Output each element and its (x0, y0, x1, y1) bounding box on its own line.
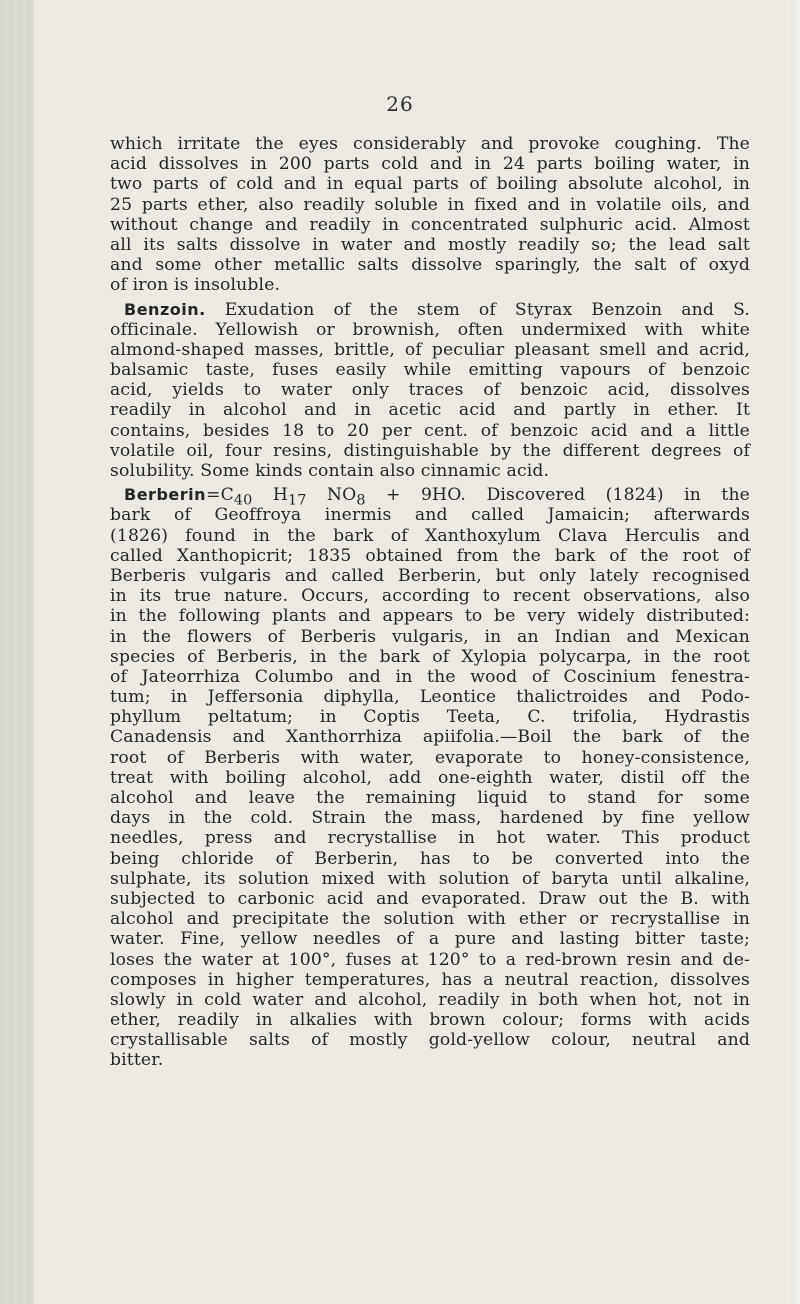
text-line: loses the water at 100°, fuses at 120° to a red-brown resin and de- (110, 949, 750, 970)
text-line: Berberis vulgaris and called Berberin, but only lately recognised (110, 565, 750, 586)
text-line: bitter. (110, 1050, 164, 1071)
text-line: slowly in cold water and alcohol, readily in both when hot, not in (110, 989, 750, 1010)
text-line: ether, readily in alkalies with brown colour; forms with acids (110, 1010, 750, 1031)
text-line: two parts of cold and in equal parts of boiling absolute alcohol, in (110, 174, 750, 195)
text-line: treat with boiling alcohol, add one-eighth water, distil off the (110, 767, 750, 788)
text-line: days in the cold. Strain the mass, hardened by fine yellow (110, 808, 750, 829)
text-line: (1826) found in the bark of Xanthoxylum Clava Herculis and (110, 525, 750, 546)
text-line: in the flowers of Berberis vulgaris, in an Indian and Mexican (110, 626, 750, 647)
text-line: alcohol and precipitate the solution with ether or recrystallise in (110, 909, 750, 930)
entry-heading-berberin: Berberin (124, 485, 207, 505)
text-line: of iron is insoluble. (110, 275, 281, 296)
text-line: in the following plants and appears to be very widely distributed: (110, 606, 750, 627)
entry-first-line (110, 300, 750, 320)
entry-first-line-text: Discovered (1824) in the (466, 485, 750, 506)
text-line: solubility. Some kinds contain also cinnamic acid. (110, 461, 550, 481)
text-line: volatile oil, four resins, distinguishable by the different degrees of (110, 440, 750, 461)
text-line: tum; in Jeffersonia diphylla, Leontice thalictroides and Podo- (110, 687, 750, 708)
page-binding-edge (0, 0, 34, 1304)
text-line: subjected to carbonic acid and evaporated. Draw out the B. with (110, 888, 750, 909)
text-line: in its true nature. Occurs, according to recent observations, also (110, 586, 750, 607)
text-line: phyllum peltatum; in Coptis Teeta, C. trifolia, Hydrastis (110, 707, 750, 728)
text-line: crystallisable salts of mostly gold-yellow colour, neutral and (110, 1030, 750, 1051)
text-line: Canadensis and Xanthorrhiza apiifolia.—Boil the bark of the (110, 727, 750, 748)
text-line: of Jateorrhiza Columbo and in the wood of Coscinium fenestra- (110, 666, 750, 687)
text-line: officinale. Yellowish or brownish, often undermixed with white (110, 319, 750, 340)
entry-first-line (110, 485, 750, 509)
text-line: which irritate the eyes considerably and provoke coughing. The (110, 134, 750, 154)
chemical-formula: $=C_{40}$ $H_{17}$ $NO_8 + 9HO$. (206, 485, 467, 509)
text-line: being chloride of Berberin, has to be converted into the (110, 848, 750, 869)
entry-berberin (110, 485, 750, 1070)
text-line: without change and readily in concentrated sulphuric acid. Almost (110, 214, 750, 235)
text-line: contains, besides 18 to 20 per cent. of benzoic acid and a little (110, 420, 750, 441)
text-line: acid dissolves in 200 parts cold and in 24 parts boiling water, in (110, 154, 750, 175)
page-number: 26 (386, 92, 414, 116)
text-line: called Xanthopicrit; 1835 obtained from the bark of the root of (110, 545, 750, 566)
text-line: and some other metallic salts dissolve sparingly, the salt of oxyd (110, 255, 750, 276)
entry-benzoin (110, 300, 750, 482)
text-line: all its salts dissolve in water and mostly readily so; the lead salt (110, 234, 750, 255)
text-line: composes in higher temperatures, has a neutral reaction, dissolves (110, 969, 750, 990)
body-text (110, 134, 750, 1071)
text-line: 25 parts ether, also readily soluble in fixed and in volatile oils, and (110, 194, 750, 215)
entry-first-line-text: Exudation of the stem of Styrax Benzoin and S. (205, 299, 750, 320)
text-line: root of Berberis with water, evaporate to honey-consistence, (110, 747, 750, 768)
text-line: species of Berberis, in the bark of Xylopia polycarpa, in the root (110, 646, 750, 667)
text-line: needles, press and recrystallise in hot water. This product (110, 828, 750, 849)
text-line: acid, yields to water only traces of benzoic acid, dissolves (110, 380, 750, 401)
text-line: sulphate, its solution mixed with solution of baryta until alkaline, (110, 868, 750, 889)
text-line: bark of Geoffroya inermis and called Jamaicin; afterwards (110, 505, 750, 526)
text-line: water. Fine, yellow needles of a pure and lasting bitter taste; (110, 929, 750, 950)
paragraph-acid-continuation (110, 134, 750, 296)
entry-heading-benzoin: Benzoin. (124, 299, 206, 319)
text-line: almond-shaped masses, brittle, of peculiar pleasant smell and acrid, (110, 339, 750, 360)
page-right-edge (790, 0, 800, 1304)
text-line: alcohol and leave the remaining liquid to stand for some (110, 788, 750, 808)
text-line: balsamic taste, fuses easily while emitting vapours of benzoic (110, 360, 750, 381)
text-line: readily in alcohol and in acetic acid and partly in ether. It (110, 400, 750, 421)
